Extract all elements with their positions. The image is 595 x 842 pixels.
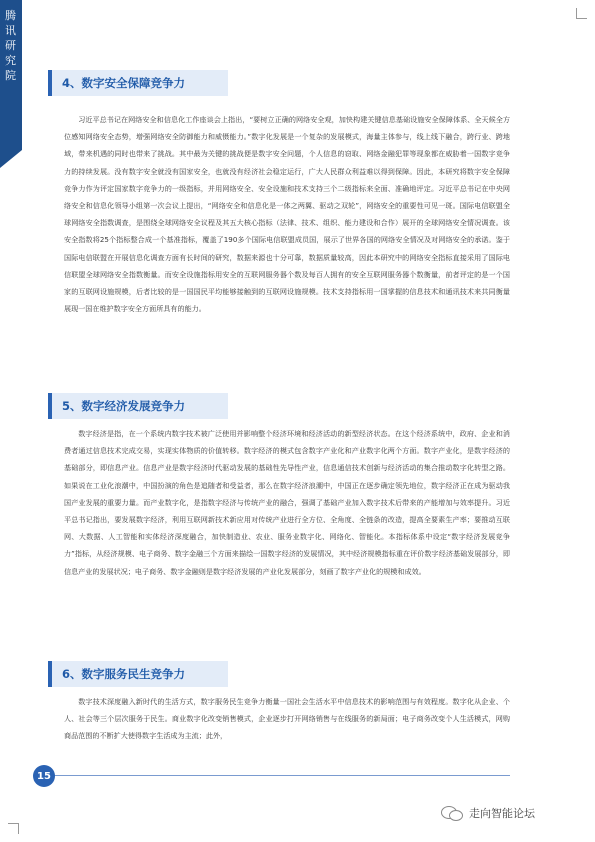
section-heading-6-text: 6、数字服务民生竞争力 [62, 667, 186, 681]
section-6-paragraph: 数字技术深度融入新时代的生活方式，数字服务民生竞争力衡量一国社会生活水平中信息技术的影响范围与有效程度。数字化从企业、个人、社会等三个层次服务于民生。商业数字化改变销售模式，企业逐步打开网络销售与在线服务的新局面；电子商务改变个人生活模式，网购商品范围的不断扩大使得数字生活成为主流；此外， [64, 697, 510, 741]
section-5-paragraph: 数字经济是指，在一个系统内数字技术被广泛使用并影响整个经济环境和经济活动的新型经济状态。在这个经济系统中，政府、企业和消费者通过信息技术完成交易，实现实体物质的价值转移。数字经济的模式包含数字产业化和产业数字化两个方面。数字产业化，是数字经济的基础部分，即信息产业。信息产业是数字经济时代驱动发展的基础性先导性产业，信息通信技术创新与经济活动的集合推动数字化转型之路。如果说在工业化浪潮中，中国扮演的角色是追随者和受益者，那么在数字经济浪潮中，中国正在逐步确定领先地位，数字经济正在成为驱动我国产业发展的重要力量。而产业数字化，是指数字经济与传统产业的融合，强调了基础产业加入数字技术后带来的产能增加与效率提升。习近平总书记指出，要发展数字经济，利用互联网新技术新应用对传统产业进行全方位、全角度、全链条的改造，提高全要素生产率；要推动互联网、大数据、人工智能和实体经济深度融合，加快制造业、农业、服务业数字化、网络化、智能化。本指标体系中设定“数字经济发展竞争力”指标，从经济规模、电子商务、数字金融三个方面来描绘一国数字经济的发展情况，其中经济规模指标重在评价数字经济基础发展部分，即信息产业的发展状况；电子商务、数字金融则是数字经济发展的产业化发展部分，刻画了数字产业化的规模和成效。 [64, 429, 510, 576]
section-heading-5-text: 5、数字经济发展竞争力 [62, 399, 186, 413]
section-heading-4-text: 4、数字安全保障竞争力 [62, 76, 186, 90]
crop-mark-top-right [576, 8, 587, 19]
sidebar-label: 腾讯研究院 [5, 9, 17, 82]
section-heading-6 [48, 661, 228, 687]
sidebar-tab-tail [0, 150, 22, 168]
section-4-paragraph: 习近平总书记在网络安全和信息化工作座谈会上指出，“要树立正确的网络安全观，加快构建关键信息基础设施安全保障体系、全天候全方位感知网络安全态势，增强网络安全防御能力和威慑能力。”数字化发展是一个复杂的发展模式，海量主体参与，线上线下融合，跨行业、跨地域，带来机遇的同时也带来了挑战。其中最为关键的挑战便是数字安全问题，个人信息的窃取、网络金融犯罪等现象都在威胁着一国数字竞争力的持续发展。没有数字安全就没有国家安全，也就没有经济社会稳定运行，广大人民群众利益难以得到保障。因此，本研究将数字安全保障竞争力作为评定国家数字竞争力的一级指标，并用网络安全、安全设施和技术支持三个二级指标来全面、准确地评定。习近平总书记在中央网络安全和信息化领导小组第一次会议上提出，“网络安全和信息化是一体之两翼、驱动之双轮”，网络安全的重要性可见一斑。国际电信联盟全球网络安全指数调查，是围绕全球网络安全议程及其五大核心指标（法律、技术、组织、能力建设和合作）展开的全球网络安全情况调查。该安全指数将25个指标整合成一个基准指标，覆盖了190多个国际电信联盟成员国，展示了世界各国的网络安全情况及对网络安全的承诺。鉴于国际电信联盟在开展信息化调查方面有长时间的研究，数据来源也十分可靠，数据质量较高，因此本研究中的网络安全指标直接采用了国际电信联盟全球网络安全指数衡量。而安全设施指标用安全的互联网服务器个数及每百人拥有的安全互联网服务器个数衡量，前者评定的是一个国家的互联网设施规模，后者比较的是一国国民平均能够接触到的互联网设施规模。技术支持指标用一国掌握的信息技术和通讯技术来共同衡量展现一国在维护数字安全方面所具有的能力。 [64, 115, 510, 314]
section-heading-5 [48, 393, 228, 419]
sidebar-tab [0, 0, 22, 150]
watermark [441, 805, 535, 821]
wechat-icon [441, 806, 463, 820]
page-number: 15 [33, 765, 55, 787]
watermark-text: 走向智能论坛 [469, 807, 535, 820]
section-heading-4 [48, 70, 228, 96]
crop-mark-bottom-left [8, 823, 19, 834]
footer-divider [48, 775, 510, 776]
